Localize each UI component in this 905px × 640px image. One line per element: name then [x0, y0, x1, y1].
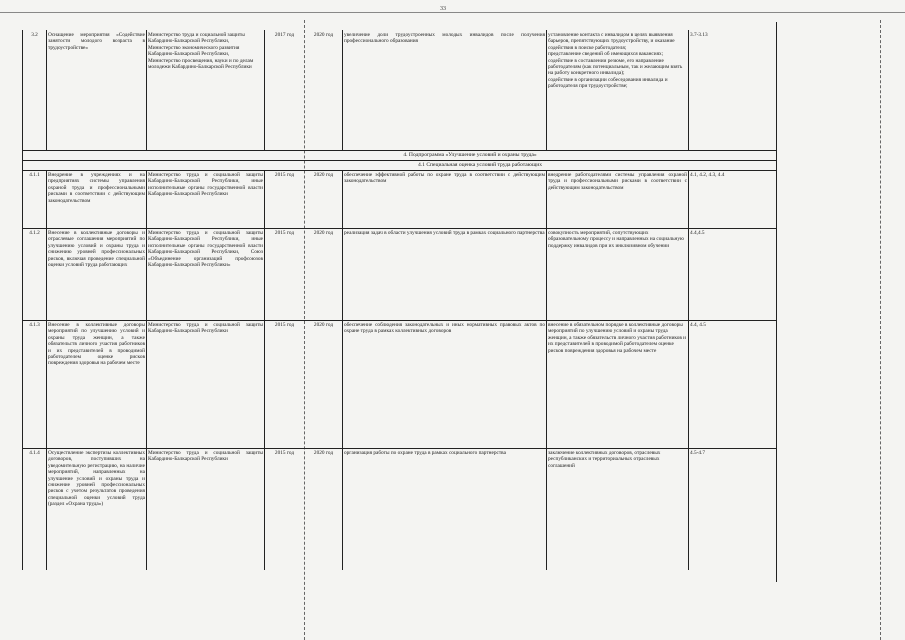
row-executor: Министерство труда и социальной защиты Кабардино-Балкарской Республики, иные исполнительные органы государственной власти Кабардино-Балкарской Республики, Союз «Объединение организаций профсоюзов Кабардино-Балкарской Республики»: [148, 230, 263, 269]
row-start-year: 2015 год: [274, 172, 295, 178]
subprogram-header: 4. Подпрограмма «Улучшение условий и охраны труда»: [403, 152, 537, 158]
row-content: установление контакта с инвалидом в целях выявления барьеров, препятствующих трудоустройству, и оказание содействия в поиске работодателя; представление сведений об имеющихся вакансиях; содействие в составлении резюме, его направление работодателям (как потенциальным, так и желающим взять на работу конкретного инвалида); содействие в организации собеседования инвалида и работодателя при трудоустройстве;: [548, 32, 683, 90]
row-result: обеспечение эффективной работы по охране труда в соответствии с действующим законодательством: [344, 172, 545, 185]
row-result: обеспечение соблюдения законодательных и иных нормативных правовых актов по охране труда в рамках коллективных договоров: [344, 322, 545, 335]
row-measure: Внесение в коллективные договоры и отраслевые соглашения мероприятий по улучшению условий и охраны труда и снижению уровней профессиональных рисков, включая проведение специальной оценки условий труда работающих: [48, 230, 145, 269]
row-end-year: 2020 год: [313, 450, 334, 456]
row-number: 4.1.1: [29, 172, 40, 178]
row-executor: Министерство труда и социальной защиты Кабардино-Балкарской Республики, Министерство экономического развития Кабардино-Балкарской Республики, Министерство просвещения, науки и по делам молодежи Кабардино-Балкарской Республики: [148, 32, 254, 71]
row-indicators: 4.1, 4.2, 4.3, 4.4: [690, 172, 725, 178]
table-border-right: [776, 22, 777, 582]
row-content: внесение в обязательном порядке в коллективные договоры мероприятий по улучшению условий и охраны труда женщин, а также обязательств личного участия работников и их представителей в проводимой работодателем оценке рисков повреждения здоровья на рабочем месте: [548, 322, 687, 354]
row-number: 3.2: [31, 32, 38, 38]
row-executor: Министерство труда и социальной защиты Кабардино-Балкарской Республики, иные исполнительные органы государственной власти Кабардино-Балкарской Республики: [148, 172, 263, 198]
row-divider: [22, 160, 776, 161]
row-measure: Оснащение мероприятия «Содействие занятости молодого возраста в трудоустройстве»: [48, 32, 145, 51]
row-divider: [22, 150, 776, 151]
row-end-year: 2020 год: [313, 32, 334, 38]
scan-edge-line: [880, 20, 881, 640]
scan-top-rule: [0, 12, 905, 13]
row-indicators: 4.5-4.7: [690, 450, 706, 456]
row-result: увеличение доли трудоустроенных молодых инвалидов после получения профессионального образования: [344, 32, 545, 45]
row-result: реализация задач в области улучшения условий труда в рамках социального партнерства: [344, 230, 545, 236]
row-measure: Осуществление экспертизы коллективных договоров, поступивших на уведомительную регистрацию, на наличие мероприятий, направленных на улучшение условий и охраны труда и снижение уровней профессиональных рисков с учетом результатов проведения специальной оценки условий труда (раздел «Охрана труда»): [48, 450, 145, 508]
page-number: 33: [440, 6, 446, 12]
row-start-year: 2015 год: [274, 322, 295, 328]
row-executor: Министерство труда и социальной защиты Кабардино-Балкарской Республики: [148, 322, 263, 335]
row-number: 4.1.4: [29, 450, 40, 456]
row-end-year: 2020 год: [313, 172, 334, 178]
row-number: 4.1.3: [29, 322, 40, 328]
row-measure: Внедрение в учреждениях и на предприятиях системы управления охраной труда и профессиональными рисками в соответствии с действующим законодательством: [48, 172, 145, 204]
row-end-year: 2020 год: [313, 230, 334, 236]
row-content: заключение коллективных договоров, отраслевых республиканских и территориальных отраслевых соглашений: [548, 450, 661, 469]
row-indicators: 4.4, 4.5: [690, 322, 706, 328]
row-content: совокупность мероприятий, сопутствующих образовательному процессу и направленных на социальную поддержку инвалидов при их инклюзивном обучении: [548, 230, 684, 249]
row-number: 4.1.2: [29, 230, 40, 236]
row-indicators: 3.7-3.13: [690, 32, 708, 38]
row-end-year: 2020 год: [313, 322, 334, 328]
row-indicators: 4.4,4.5: [690, 230, 705, 236]
subsection-header: 4.1 Специальная оценка условий труда работающих: [417, 162, 543, 168]
row-start-year: 2017 год: [274, 32, 295, 38]
row-measure: Внесение в коллективные договоры мероприятий по улучшению условий и охраны труда женщин, а также обязательств личного участия работников и их представителей в проводимой работодателем оценке рисков повреждения здоровья на рабочем месте: [48, 322, 145, 367]
row-start-year: 2015 год: [274, 230, 295, 236]
row-start-year: 2015 год: [274, 450, 295, 456]
row-result: организация работы по охране труда в рамках социального партнерства: [344, 450, 506, 456]
row-executor: Министерство труда и социальной защиты Кабардино-Балкарской Республики: [148, 450, 263, 463]
row-content: внедрение работодателями системы управления охраной труда и профессиональными рисками в соответствии с действующим законодательством: [548, 172, 687, 191]
